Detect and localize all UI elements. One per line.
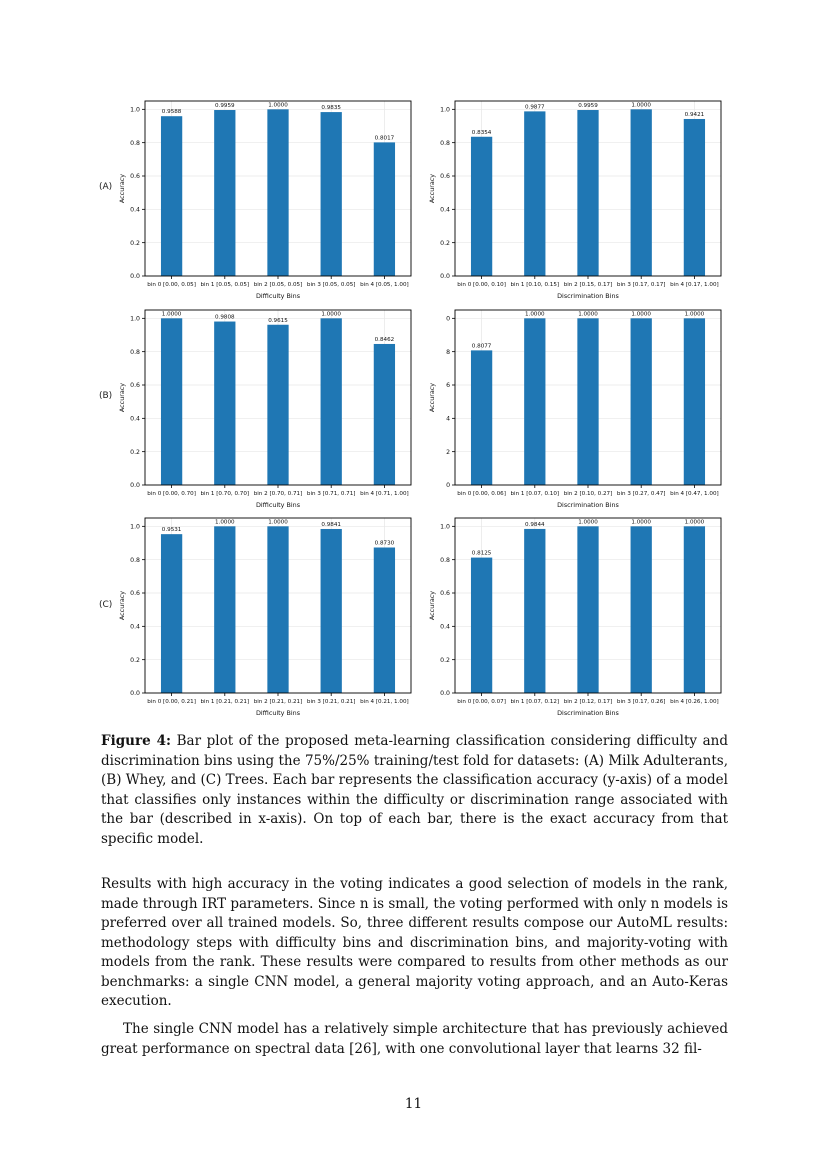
x-tick-label: bin 4 [0.26, 1.00] [670, 699, 719, 705]
y-tick-label: 0.2 [130, 239, 140, 247]
y-tick-label: 0.6 [130, 382, 140, 390]
y-tick-label: 0.4 [130, 415, 140, 423]
x-tick-label: bin 2 [0.05, 0.05] [253, 282, 303, 288]
x-tick-label: bin 2 [0.70, 0.71] [253, 491, 303, 497]
y-tick-label: 2 [446, 448, 450, 456]
y-tick-label: 8 [446, 348, 450, 356]
bar [161, 534, 182, 693]
chart-c-discrimination [420, 512, 730, 722]
bar-value-label: 1.0000 [321, 311, 341, 318]
bar [577, 110, 598, 276]
y-tick-label: 0.6 [440, 173, 450, 181]
bar-value-label: 0.8017 [374, 135, 395, 142]
bar-value-label: 1.0000 [215, 519, 235, 526]
x-tick-label: bin 1 [0.70, 0.70] [200, 491, 250, 497]
bar-value-label: 0.9841 [321, 521, 341, 528]
row-label-c: (C) [99, 600, 113, 610]
bar-value-label: 1.0000 [631, 311, 651, 318]
bar [374, 344, 395, 485]
bar-value-label: 1.0000 [268, 102, 288, 109]
bar-value-label: 0.9959 [215, 103, 235, 110]
y-axis-label: Accuracy [428, 173, 436, 204]
x-tick-label: bin 2 [0.15, 0.17] [563, 282, 613, 288]
bar-value-label: 0.9835 [321, 105, 341, 112]
bar [471, 137, 492, 276]
bar-value-label: 0.9877 [525, 104, 545, 111]
x-tick-label: bin 4 [0.71, 1.00] [360, 491, 409, 497]
bar [471, 558, 492, 693]
bar [577, 318, 598, 485]
x-tick-label: bin 0 [0.00, 0.70] [147, 491, 196, 497]
y-axis-label: Accuracy [118, 590, 126, 621]
x-tick-label: bin 4 [0.21, 1.00] [360, 699, 409, 705]
bar [214, 110, 235, 276]
bar [374, 142, 395, 276]
x-tick-label: bin 2 [0.10, 0.27] [563, 491, 613, 497]
x-tick-label: bin 0 [0.00, 0.21] [147, 699, 196, 705]
x-axis-label: Discrimination Bins [557, 709, 619, 717]
x-tick-label: bin 3 [0.05, 0.05] [306, 282, 356, 288]
bar-value-label: 0.8354 [471, 129, 492, 136]
bar [631, 109, 652, 276]
bar [631, 318, 652, 485]
bar [161, 318, 182, 485]
x-tick-label: bin 1 [0.10, 0.15] [510, 282, 560, 288]
bar-value-label: 1.0000 [684, 519, 705, 526]
row-label-a: (A) [99, 182, 113, 192]
x-tick-label: bin 4 [0.05, 1.00] [360, 282, 409, 288]
x-tick-label: bin 1 [0.07, 0.12] [510, 699, 560, 705]
y-axis-label: Accuracy [118, 173, 126, 204]
y-tick-label: 0.8 [130, 139, 140, 147]
y-axis-label: Accuracy [428, 590, 436, 621]
chart-c-difficulty [110, 512, 420, 722]
y-tick-label: 0.0 [130, 482, 140, 490]
bar-value-label: 0.9959 [578, 103, 598, 110]
bar-value-label: 1.0000 [268, 519, 288, 526]
x-tick-label: bin 0 [0.00, 0.06] [457, 491, 506, 497]
y-tick-label: 0 [446, 315, 450, 323]
y-tick-label: 1.0 [130, 315, 140, 323]
y-tick-label: 0.6 [130, 173, 140, 181]
y-tick-label: 0.6 [130, 590, 140, 598]
y-tick-label: 0.4 [440, 206, 450, 214]
y-tick-label: 0.0 [130, 690, 140, 698]
x-axis-label: Difficulty Bins [255, 292, 301, 300]
chart-b-discrimination [420, 304, 730, 514]
bar-value-label: 1.0000 [684, 311, 705, 318]
y-tick-label: 0.8 [130, 348, 140, 356]
y-tick-label: 0.8 [130, 556, 140, 564]
x-tick-label: bin 3 [0.21, 0.21] [306, 699, 356, 705]
y-tick-label: 0.2 [440, 239, 450, 247]
x-tick-label: bin 1 [0.07, 0.10] [510, 491, 560, 497]
x-tick-label: bin 4 [0.47, 1.00] [670, 491, 719, 497]
x-axis-label: Difficulty Bins [255, 501, 301, 509]
y-tick-label: 1.0 [440, 106, 450, 114]
y-tick-label: 0.4 [440, 623, 450, 631]
y-tick-label: 0.0 [440, 273, 450, 281]
y-tick-label: 0.0 [130, 273, 140, 281]
bar [374, 548, 395, 694]
bar [684, 119, 705, 276]
y-tick-label: 0.2 [440, 656, 450, 664]
bar-value-label: 0.9421 [684, 111, 705, 118]
x-axis-label: Discrimination Bins [557, 292, 619, 300]
y-tick-label: 1.0 [440, 523, 450, 531]
bar-value-label: 0.8462 [374, 336, 395, 343]
chart-a-discrimination [420, 95, 730, 305]
x-tick-label: bin 1 [0.21, 0.21] [200, 699, 250, 705]
y-axis-label: Accuracy [428, 382, 436, 413]
x-tick-label: bin 0 [0.00, 0.05] [147, 282, 196, 288]
bar-value-label: 0.9531 [161, 527, 182, 534]
bar-value-label: 0.8125 [471, 550, 492, 557]
bar-value-label: 1.0000 [161, 311, 182, 318]
bar-value-label: 0.8730 [374, 540, 395, 547]
bar [321, 529, 342, 693]
x-tick-label: bin 2 [0.21, 0.21] [253, 699, 303, 705]
y-tick-label: 0.8 [440, 139, 450, 147]
y-tick-label: 0.4 [130, 623, 140, 631]
y-tick-label: 0.8 [440, 556, 450, 564]
bar [214, 322, 235, 485]
bar [471, 350, 492, 485]
x-tick-label: bin 0 [0.00, 0.07] [457, 699, 506, 705]
bar [267, 109, 288, 276]
y-tick-label: 1.0 [130, 106, 140, 114]
bar [577, 526, 598, 693]
x-tick-label: bin 1 [0.05, 0.05] [200, 282, 250, 288]
x-tick-label: bin 0 [0.00, 0.10] [457, 282, 506, 288]
x-tick-label: bin 3 [0.17, 0.17] [616, 282, 666, 288]
x-tick-label: bin 3 [0.27, 0.47] [616, 491, 666, 497]
y-tick-label: 4 [446, 415, 450, 423]
page-number: 11 [404, 1096, 423, 1112]
y-tick-label: 0.2 [130, 448, 140, 456]
bar-value-label: 1.0000 [631, 519, 651, 526]
bar-value-label: 0.8077 [471, 343, 492, 350]
bar [321, 318, 342, 485]
bar [684, 318, 705, 485]
x-tick-label: bin 3 [0.17, 0.26] [616, 699, 666, 705]
bar [524, 529, 545, 693]
y-tick-label: 0.0 [440, 690, 450, 698]
caption-text: Bar plot of the proposed meta-learning classification considering difficulty and discrimination bins using the 75%/25% training/test fold for datasets: (A) Milk Adulterants, (B) Whey, and (C) Trees. Each bar represents the classification accuracy (y-axis) of a model that classifies only instances within the difficulty or discrimination range associated with the bar (described in x-axis). On top of each bar, there is the exact accuracy from that specific model. [101, 733, 728, 847]
bar-value-label: 0.9588 [161, 109, 182, 116]
bar [214, 526, 235, 693]
bar [524, 318, 545, 485]
bar-value-label: 0.9808 [215, 314, 235, 321]
bar-value-label: 0.9615 [268, 317, 288, 324]
body-paragraph-1: Results with high accuracy in the voting indicates a good selection of models in the rank, made through IRT parameters. Since n is small, the voting performed with only n models is preferred over all trained models. So, three different results compose our AutoML results: methodology steps with difficulty bins and discrimination bins, and majority-voting with models from the rank. These results were compared to results from other methods as our benchmarks: a single CNN model, a general majority voting approach, and an Auto-Keras execution. [101, 876, 728, 1009]
y-tick-label: 1.0 [130, 523, 140, 531]
bar-value-label: 0.9844 [525, 521, 545, 528]
bar [524, 111, 545, 276]
chart-b-difficulty [110, 304, 420, 514]
row-label-b: (B) [99, 391, 113, 401]
bar-value-label: 1.0000 [578, 311, 598, 318]
x-axis-label: Discrimination Bins [557, 501, 619, 509]
bar [161, 116, 182, 276]
x-tick-label: bin 4 [0.17, 1.00] [670, 282, 719, 288]
y-tick-label: 0.2 [130, 656, 140, 664]
y-tick-label: 0 [446, 482, 450, 490]
x-tick-label: bin 2 [0.12, 0.17] [563, 699, 613, 705]
y-axis-label: Accuracy [118, 382, 126, 413]
y-tick-label: 0.6 [440, 590, 450, 598]
bar [321, 112, 342, 276]
figure-caption [101, 732, 728, 849]
y-tick-label: 0.4 [130, 206, 140, 214]
bar-value-label: 1.0000 [578, 519, 598, 526]
bar [631, 526, 652, 693]
y-tick-label: 6 [446, 382, 450, 390]
bar [267, 325, 288, 485]
chart-a-difficulty [110, 95, 420, 305]
bar [267, 526, 288, 693]
bar-value-label: 1.0000 [525, 311, 545, 318]
bar-value-label: 1.0000 [631, 102, 651, 109]
bar [684, 526, 705, 693]
x-tick-label: bin 3 [0.71, 0.71] [306, 491, 356, 497]
x-axis-label: Difficulty Bins [255, 709, 301, 717]
caption-label: Figure 4: [101, 733, 172, 749]
body-paragraph-2: The single CNN model has a relatively simple architecture that has previously achieved great performance on spectral data [26], with one convolutional layer that learns 32 fil- [101, 1021, 728, 1057]
